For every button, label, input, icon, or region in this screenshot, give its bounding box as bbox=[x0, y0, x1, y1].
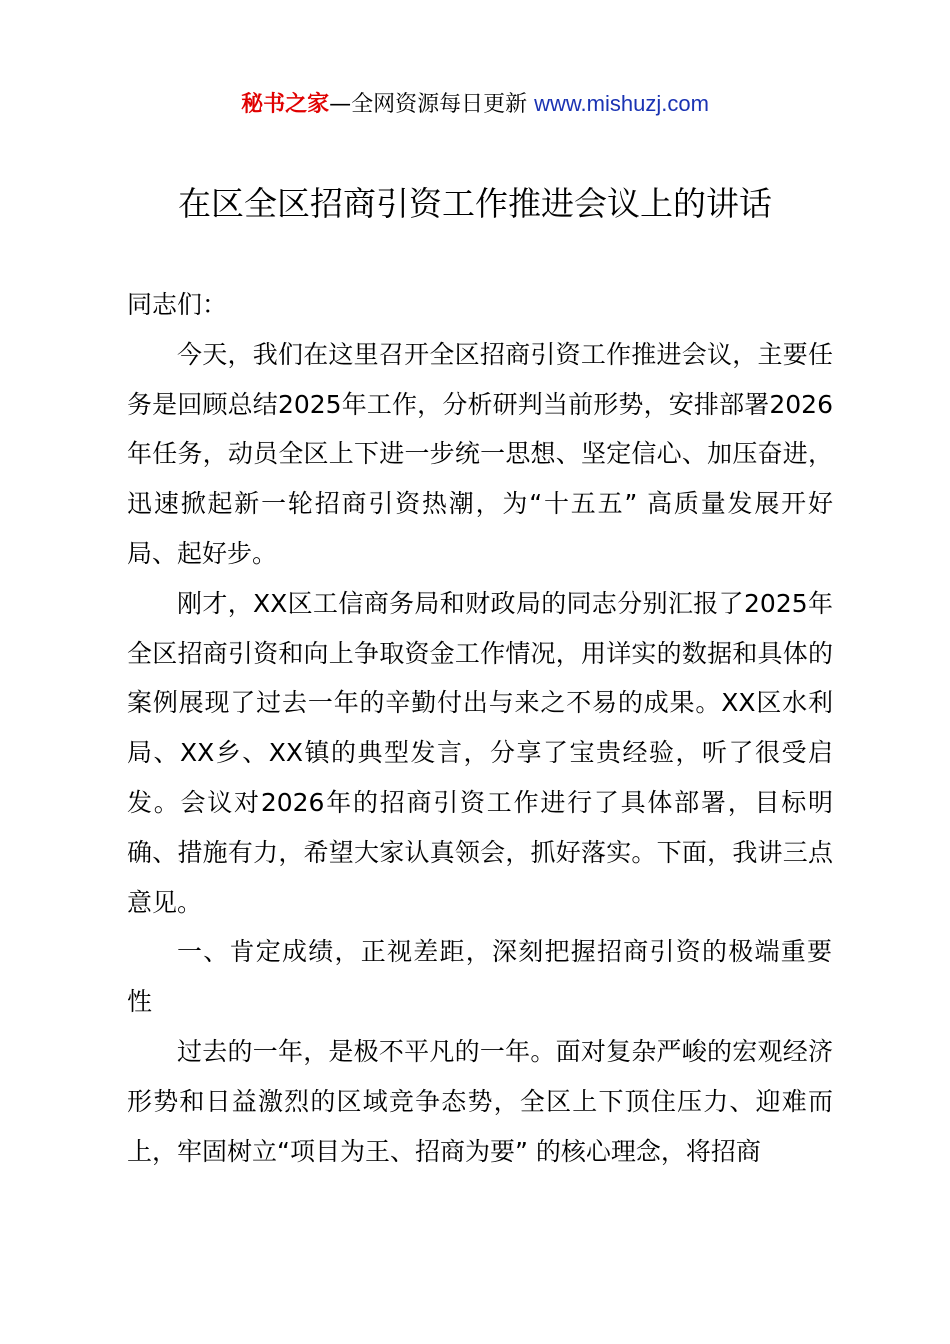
document-body bbox=[127, 280, 833, 1176]
section-heading: 一、肯定成绩，正视差距，深刻把握招商引资的极端重要性 bbox=[127, 937, 833, 1017]
site-header bbox=[0, 88, 950, 121]
body-paragraph: 今天，我们在这里召开全区招商引资工作推进会议，主要任务是回顾总结2025年工作，分析研判当前形势，安排部署2026年任务，动员全区上下进一步统一思想、坚定信心、加压奋进，迅速掀起新一轮招商引资热潮，为“十五五” 高质量发展开好局、起好步。 bbox=[127, 339, 833, 568]
site-url-link[interactable]: www.mishuzj.com bbox=[534, 91, 709, 116]
document-title: 在区全区招商引资工作推进会议上的讲话 bbox=[178, 184, 772, 223]
site-tagline: —全网资源每日更新 bbox=[329, 92, 535, 117]
body-paragraph: 过去的一年，是极不平凡的一年。面对复杂严峻的宏观经济形势和日益激烈的区域竞争态势，全区上下顶住压力、迎难而上，牢固树立“项目为王、招商为要” 的核心理念，将招商 bbox=[127, 1036, 833, 1166]
salutation: 同志们： bbox=[127, 290, 228, 319]
site-brand: 秘书之家 bbox=[241, 92, 330, 117]
body-paragraph: 刚才，XX区工信商务局和财政局的同志分别汇报了2025年全区招商引资和向上争取资金工作情况，用详实的数据和具体的案例展现了过去一年的辛勤付出与来之不易的成果。XX区水利局、XX乡、XX镇的典型发言，分享了宝贵经验，听了很受启发。会议对2026年的招商引资工作进行了具体部署，目标明确、措施有力，希望大家认真领会，抓好落实。下面，我讲三点意见。 bbox=[127, 588, 833, 917]
